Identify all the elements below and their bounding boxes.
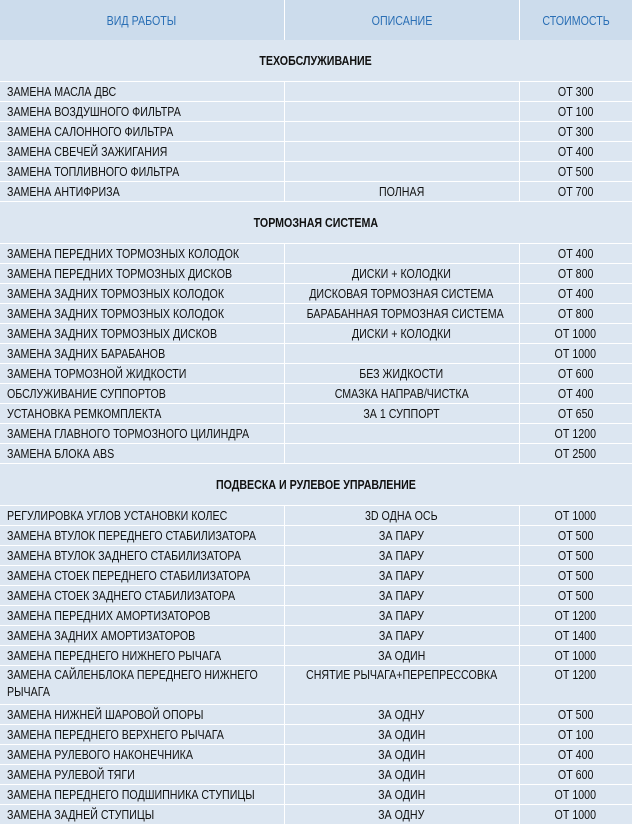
price-cell: ОТ 100 (519, 725, 632, 745)
section-heading-row (0, 464, 632, 506)
price-cell: ОТ 1000 (519, 785, 632, 805)
table-row (0, 102, 632, 122)
table-row (0, 142, 632, 162)
table-row (0, 805, 632, 825)
price-cell: ОТ 500 (519, 526, 632, 546)
work-cell: ЗАМЕНА ТОРМОЗНОЙ ЖИДКОСТИ (0, 364, 284, 384)
price-cell: ОТ 800 (519, 304, 632, 324)
work-cell: ЗАМЕНА МАСЛА ДВС (0, 82, 284, 102)
work-cell: ЗАМЕНА ЗАДНИХ ТОРМОЗНЫХ ДИСКОВ (0, 324, 284, 344)
table-row (0, 424, 632, 444)
description-cell: ЗА ОДИН (284, 785, 519, 805)
table-row (0, 546, 632, 566)
price-cell: ОТ 1000 (519, 646, 632, 666)
table-row (0, 404, 632, 424)
table-row (0, 566, 632, 586)
table-row (0, 384, 632, 404)
table-row (0, 162, 632, 182)
description-cell: ЗА ОДИН (284, 725, 519, 745)
table-body (0, 40, 632, 825)
price-cell: ОТ 1000 (519, 506, 632, 526)
price-cell: ОТ 600 (519, 364, 632, 384)
price-cell: ОТ 100 (519, 102, 632, 122)
description-cell: ДИСКИ + КОЛОДКИ (284, 264, 519, 284)
description-cell: ЗА ПАРУ (284, 586, 519, 606)
table-row (0, 785, 632, 805)
work-cell: ЗАМЕНА ГЛАВНОГО ТОРМОЗНОГО ЦИЛИНДРА (0, 424, 284, 444)
table-row (0, 304, 632, 324)
price-cell: ОТ 500 (519, 586, 632, 606)
table-row (0, 344, 632, 364)
description-cell (284, 344, 519, 364)
price-cell: ОТ 1200 (519, 606, 632, 626)
work-cell: ЗАМЕНА РУЛЕВОЙ ТЯГИ (0, 765, 284, 785)
table-row (0, 122, 632, 142)
description-cell: БЕЗ ЖИДКОСТИ (284, 364, 519, 384)
section-title: ПОДВЕСКА И РУЛЕВОЕ УПРАВЛЕНИЕ (0, 464, 632, 506)
table-row (0, 244, 632, 264)
description-cell (284, 102, 519, 122)
table-row (0, 264, 632, 284)
description-cell: ЗА ПАРУ (284, 566, 519, 586)
table-row (0, 606, 632, 626)
work-cell: ЗАМЕНА ЗАДНЕЙ СТУПИЦЫ (0, 805, 284, 825)
description-cell: ЗА ОДИН (284, 646, 519, 666)
price-cell: ОТ 600 (519, 765, 632, 785)
table-row (0, 725, 632, 745)
price-cell: ОТ 2500 (519, 444, 632, 464)
description-cell: ЗА ОДНУ (284, 805, 519, 825)
description-cell (284, 122, 519, 142)
work-cell: ЗАМЕНА ПЕРЕДНЕГО НИЖНЕГО РЫЧАГА (0, 646, 284, 666)
work-cell: ЗАМЕНА ЗАДНИХ ТОРМОЗНЫХ КОЛОДОК (0, 284, 284, 304)
description-cell (284, 82, 519, 102)
description-cell: 3D ОДНА ОСЬ (284, 506, 519, 526)
table-row (0, 666, 632, 705)
price-cell: ОТ 500 (519, 546, 632, 566)
table-row (0, 444, 632, 464)
description-cell: ЗА ОДИН (284, 765, 519, 785)
price-cell: ОТ 1000 (519, 805, 632, 825)
table-row (0, 586, 632, 606)
work-cell: ЗАМЕНА РУЛЕВОГО НАКОНЕЧНИКА (0, 745, 284, 765)
table-row (0, 284, 632, 304)
work-cell: ЗАМЕНА ПЕРЕДНИХ АМОРТИЗАТОРОВ (0, 606, 284, 626)
description-cell (284, 162, 519, 182)
work-cell: ЗАМЕНА САЛОННОГО ФИЛЬТРА (0, 122, 284, 142)
description-cell: СНЯТИЕ РЫЧАГА+ПЕРЕПРЕССОВКА (284, 666, 519, 705)
price-cell: ОТ 400 (519, 284, 632, 304)
description-cell: ЗА ОДНУ (284, 705, 519, 725)
price-cell: ОТ 400 (519, 142, 632, 162)
description-cell: ЗА ПАРУ (284, 526, 519, 546)
description-cell (284, 244, 519, 264)
table-row (0, 626, 632, 646)
table-row (0, 765, 632, 785)
column-header-price: СТОИМОСТЬ (519, 0, 632, 40)
work-cell: УСТАНОВКА РЕМКОМПЛЕКТА (0, 404, 284, 424)
description-cell: ЗА ПАРУ (284, 626, 519, 646)
table-row (0, 705, 632, 725)
price-cell: ОТ 700 (519, 182, 632, 202)
description-cell: ЗА 1 СУППОРТ (284, 404, 519, 424)
section-heading-row (0, 40, 632, 82)
column-header-work: ВИД РАБОТЫ (0, 0, 284, 40)
price-cell: ОТ 300 (519, 82, 632, 102)
price-cell: ОТ 1200 (519, 666, 632, 705)
table-row (0, 364, 632, 384)
work-cell: ЗАМЕНА ПЕРЕДНИХ ТОРМОЗНЫХ КОЛОДОК (0, 244, 284, 264)
price-cell: ОТ 400 (519, 244, 632, 264)
work-cell: ЗАМЕНА ПЕРЕДНЕГО ВЕРХНЕГО РЫЧАГА (0, 725, 284, 745)
work-cell: ЗАМЕНА ТОПЛИВНОГО ФИЛЬТРА (0, 162, 284, 182)
work-cell: ЗАМЕНА ВТУЛОК ПЕРЕДНЕГО СТАБИЛИЗАТОРА (0, 526, 284, 546)
work-cell: ОБСЛУЖИВАНИЕ СУППОРТОВ (0, 384, 284, 404)
work-cell: ЗАМЕНА СТОЕК ЗАДНЕГО СТАБИЛИЗАТОРА (0, 586, 284, 606)
table-row (0, 526, 632, 546)
price-cell: ОТ 1400 (519, 626, 632, 646)
description-cell: ЗА ОДИН (284, 745, 519, 765)
work-cell: ЗАМЕНА СТОЕК ПЕРЕДНЕГО СТАБИЛИЗАТОРА (0, 566, 284, 586)
description-cell (284, 142, 519, 162)
price-cell: ОТ 650 (519, 404, 632, 424)
price-cell: ОТ 500 (519, 162, 632, 182)
section-title: ТОРМОЗНАЯ СИСТЕМА (0, 202, 632, 244)
price-cell: ОТ 800 (519, 264, 632, 284)
description-cell: ЗА ПАРУ (284, 606, 519, 626)
description-cell: БАРАБАННАЯ ТОРМОЗНАЯ СИСТЕМА (284, 304, 519, 324)
table-header-row (0, 0, 632, 40)
price-cell: ОТ 300 (519, 122, 632, 142)
work-cell: ЗАМЕНА НИЖНЕЙ ШАРОВОЙ ОПОРЫ (0, 705, 284, 725)
description-cell (284, 424, 519, 444)
table-row (0, 324, 632, 344)
work-cell: ЗАМЕНА ЗАДНИХ АМОРТИЗАТОРОВ (0, 626, 284, 646)
work-cell: ЗАМЕНА БЛОКА ABS (0, 444, 284, 464)
work-cell: ЗАМЕНА САЙЛЕНБЛОКА ПЕРЕДНЕГО НИЖНЕГО РЫЧАГА (0, 666, 284, 705)
table-row (0, 506, 632, 526)
work-cell: ЗАМЕНА ВОЗДУШНОГО ФИЛЬТРА (0, 102, 284, 122)
price-cell: ОТ 400 (519, 745, 632, 765)
work-cell: ЗАМЕНА АНТИФРИЗА (0, 182, 284, 202)
section-title: ТЕХОБСЛУЖИВАНИЕ (0, 40, 632, 82)
price-cell: ОТ 400 (519, 384, 632, 404)
description-cell: ПОЛНАЯ (284, 182, 519, 202)
description-cell: ДИСКОВАЯ ТОРМОЗНАЯ СИСТЕМА (284, 284, 519, 304)
price-cell: ОТ 1000 (519, 324, 632, 344)
work-cell: ЗАМЕНА ПЕРЕДНЕГО ПОДШИПНИКА СТУПИЦЫ (0, 785, 284, 805)
work-cell: ЗАМЕНА ЗАДНИХ БАРАБАНОВ (0, 344, 284, 364)
table-row (0, 646, 632, 666)
work-cell: ЗАМЕНА СВЕЧЕЙ ЗАЖИГАНИЯ (0, 142, 284, 162)
description-cell: ДИСКИ + КОЛОДКИ (284, 324, 519, 344)
price-cell: ОТ 500 (519, 705, 632, 725)
table-row (0, 182, 632, 202)
work-cell: ЗАМЕНА ПЕРЕДНИХ ТОРМОЗНЫХ ДИСКОВ (0, 264, 284, 284)
description-cell (284, 444, 519, 464)
table-row (0, 745, 632, 765)
section-heading-row (0, 202, 632, 244)
description-cell: ЗА ПАРУ (284, 546, 519, 566)
work-cell: РЕГУЛИРОВКА УГЛОВ УСТАНОВКИ КОЛЕС (0, 506, 284, 526)
price-cell: ОТ 500 (519, 566, 632, 586)
work-cell: ЗАМЕНА ЗАДНИХ ТОРМОЗНЫХ КОЛОДОК (0, 304, 284, 324)
work-cell: ЗАМЕНА ВТУЛОК ЗАДНЕГО СТАБИЛИЗАТОРА (0, 546, 284, 566)
price-cell: ОТ 1000 (519, 344, 632, 364)
column-header-description: ОПИСАНИЕ (284, 0, 519, 40)
price-cell: ОТ 1200 (519, 424, 632, 444)
table-row (0, 82, 632, 102)
description-cell: СМАЗКА НАПРАВ/ЧИСТКА (284, 384, 519, 404)
